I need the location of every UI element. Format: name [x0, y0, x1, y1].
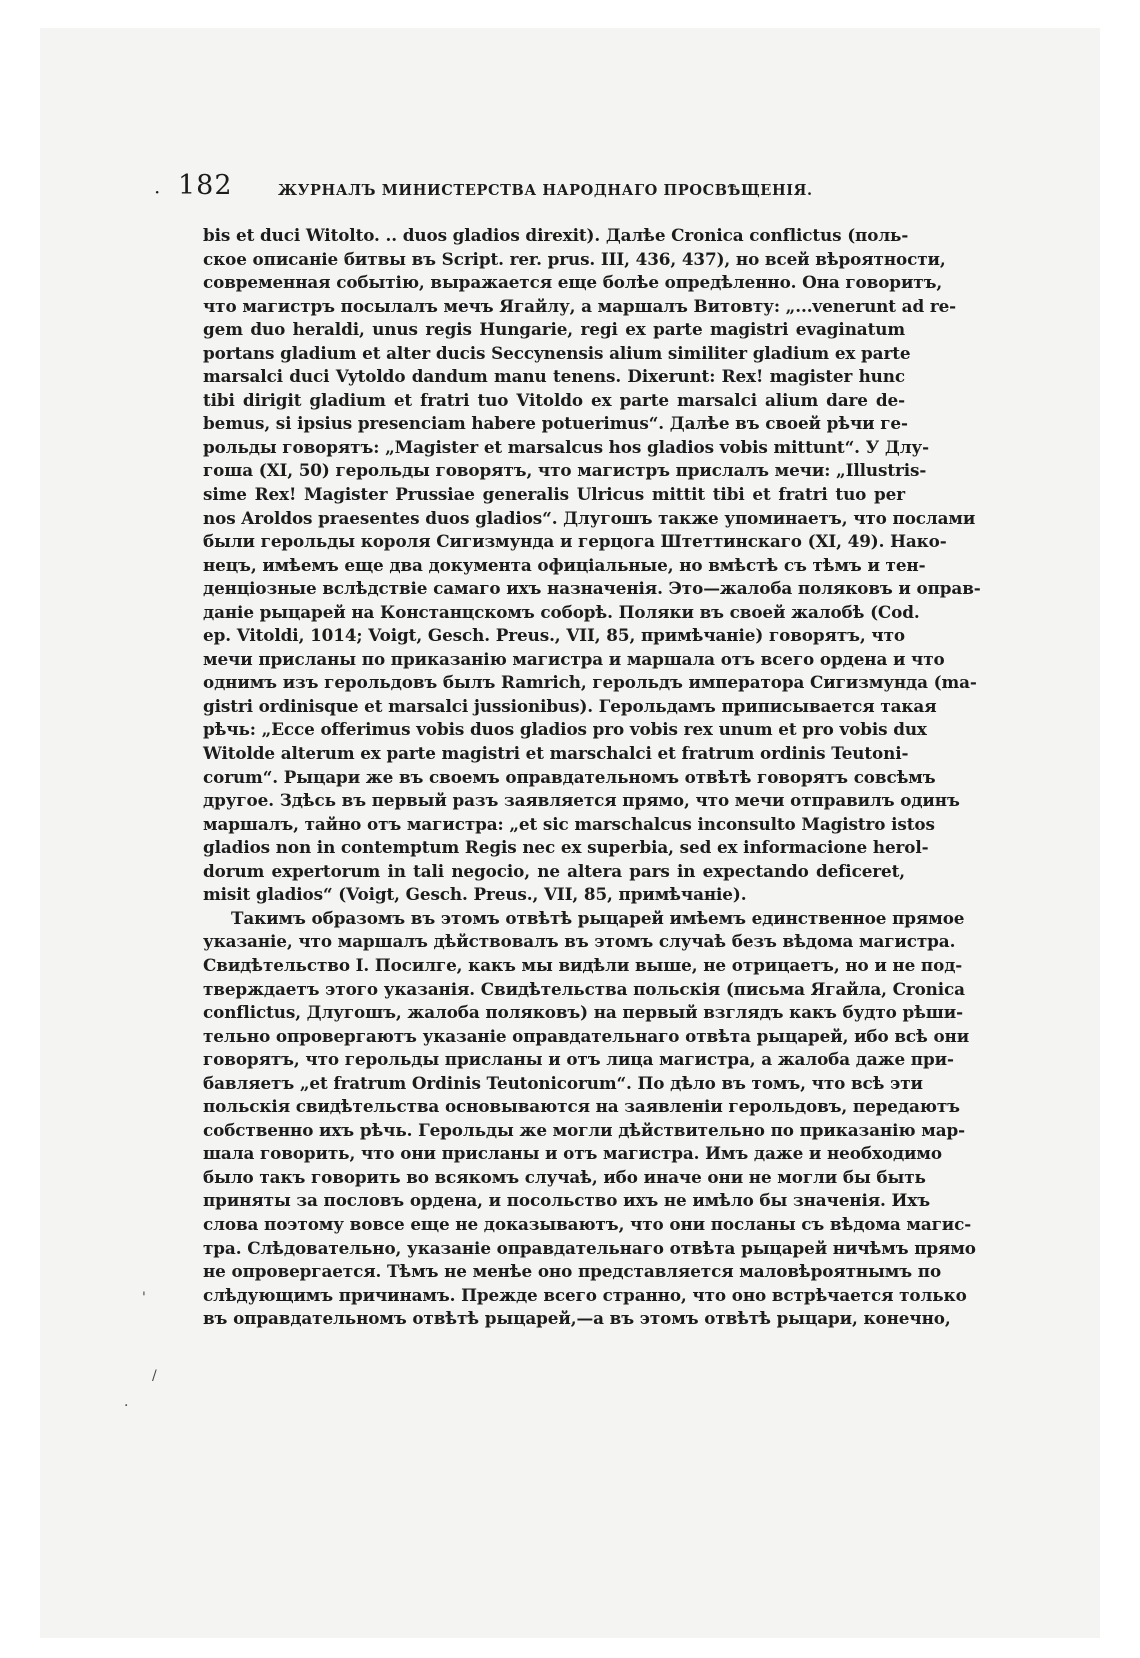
text-line: даніе рыцарей на Констанцскомъ соборѣ. Поляки въ своей жалобѣ (Cod.	[203, 601, 920, 622]
paragraph	[203, 907, 976, 1331]
text-line: gladios non in contemptum Regis nec ex superbia, sed ex informacione herol-	[203, 837, 929, 858]
paragraph	[203, 224, 981, 907]
margin-dot: ·	[154, 180, 161, 204]
text-line: тра. Слѣдовательно, указаніе оправдательнаго отвѣта рыцарей ничѣмъ прямо	[203, 1237, 976, 1258]
text-line: приняты за пословъ ордена, и посольство ихъ не имѣло бы значенія. Ихъ	[203, 1190, 930, 1211]
text-line: dorum expertorum in tali negocio, ne altera pars in expectando deficeret,	[203, 860, 905, 881]
text-line: что магистръ посылалъ мечъ Ягайлу, а маршалъ Витовту: „...venerunt ad re-	[203, 295, 957, 316]
text-line: bis et duci Witolto. .. duos gladios direxit). Далѣе Cronica conflictus (поль-	[203, 225, 909, 245]
text-line: bemus, si ipsius presenciam habere potuerimus“. Далѣе въ своей рѣчи ге-	[203, 413, 908, 434]
text-line: gem duo heraldi, unus regis Hungarie, regi ex parte magistri evaginatum	[203, 319, 905, 340]
text-line: въ оправдательномъ отвѣтѣ рыцарей,—а въ этомъ отвѣтѣ рыцари, конечно,	[203, 1308, 951, 1329]
text-line: другое. Здѣсь въ первый разъ заявляется прямо, что мечи отправилъ одинъ	[203, 790, 960, 811]
text-line: ское описаніе битвы въ Script. rer. prus. III, 436, 437), но всей вѣроятности,	[203, 248, 946, 269]
text-line: было такъ говорить во всякомъ случаѣ, ибо иначе они не могли бы быть	[203, 1166, 926, 1187]
text-line: рѣчь: „Ecce offerimus vobis duos gladios pro vobis rex unum et pro vobis dux	[203, 719, 927, 740]
text-line: тельно опровергаютъ указаніе оправдательнаго отвѣта рыцарей, ибо всѣ они	[203, 1025, 970, 1046]
text-line: corum“. Рыцари же въ своемъ оправдательномъ отвѣтѣ говорятъ совсѣмъ	[203, 766, 936, 787]
running-title: ЖУРНАЛЪ МИНИСТЕРСТВА НАРОДНАГО ПРОСВѢЩЕНІЯ.	[278, 182, 813, 199]
text-line: слѣдующимъ причинамъ. Прежде всего странно, что оно встрѣчается только	[203, 1284, 967, 1305]
body-text	[203, 224, 981, 1331]
text-line: современная событію, выражается еще болѣе опредѣленно. Она говоритъ,	[203, 272, 943, 293]
text-line: gistri ordinisque et marsalci jussionibus). Герольдамъ приписывается такая	[203, 695, 937, 716]
page-number: 182	[178, 170, 233, 201]
text-line: marsalci duci Vytoldo dandum manu tenens. Dixerunt: Rex! magister hunc	[203, 366, 905, 387]
text-line: денціозные вслѣдствіе самаго ихъ назначенія. Это—жалоба поляковъ и оправ-	[203, 578, 981, 599]
text-line: гоша (XI, 50) герольды говорятъ, что магистръ прислалъ мечи: „Illustris-	[203, 460, 927, 481]
text-line: маршалъ, тайно отъ магистра: „et sic marschalcus inconsulto Magistro istos	[203, 813, 935, 834]
text-line: указаніе, что маршалъ дѣйствовалъ въ этомъ случаѣ безъ вѣдома магистра.	[203, 931, 956, 952]
text-line: Такимъ образомъ въ этомъ отвѣтѣ рыцарей имѣемъ единственное прямое	[231, 907, 965, 928]
text-line: conflictus, Длугошъ, жалоба поляковъ) на первый взглядъ какъ будто рѣши-	[203, 1002, 963, 1023]
text-line: Witolde alterum ex parte magistri et marschalci et fratrum ordinis Teutoni-	[203, 743, 909, 764]
margin-mark: /	[152, 1368, 157, 1384]
text-line: нецъ, имѣемъ еще два документа офиціальные, но вмѣстѣ съ тѣмъ и тен-	[203, 554, 926, 575]
page-header	[154, 170, 914, 212]
text-line: однимъ изъ герольдовъ былъ Ramrich, герольдъ императора Сигизмунда (ma-	[203, 672, 977, 693]
text-line: собственно ихъ рѣчь. Герольды же могли дѣйствительно по приказанію мар-	[203, 1119, 965, 1140]
text-line: рольды говорятъ: „Magister et marsalcus hos gladios vobis mittunt“. У Длу-	[203, 436, 929, 457]
text-line: слова поэтому вовсе еще не доказываютъ, что они посланы съ вѣдома магис-	[203, 1213, 972, 1234]
text-line: говорятъ, что герольды присланы и отъ лица магистра, а жалоба даже при-	[203, 1049, 954, 1070]
text-line: tibi dirigit gladium et fratri tuo Vitoldo ex parte marsalci alium dare de-	[203, 389, 905, 410]
margin-mark: ·	[124, 1398, 129, 1414]
text-line: не опровергается. Тѣмъ не менѣе оно представляется маловѣроятнымъ по	[203, 1261, 942, 1282]
text-line: nos Aroldos praesentes duos gladios“. Длугошъ также упоминаетъ, что послами	[203, 507, 976, 528]
text-line: мечи присланы по приказанію магистра и маршала отъ всего ордена и что	[203, 648, 945, 669]
text-line: бавляетъ „et fratrum Ordinis Teutonicorum“. По дѣло въ томъ, что всѣ эти	[203, 1072, 923, 1093]
text-line: польскія свидѣтельства основываются на заявленіи герольдовъ, передаютъ	[203, 1096, 960, 1117]
text-line: ep. Vitoldi, 1014; Voigt, Gesch. Preus., VII, 85, примѣчаніе) говорятъ, что	[203, 625, 905, 646]
text-line: Свидѣтельство I. Посилге, какъ мы видѣли выше, не отрицаетъ, но и не под-	[203, 954, 963, 975]
text-line: тверждаетъ этого указанія. Свидѣтельства польскія (письма Ягайла, Cronica	[203, 978, 965, 999]
text-line: были герольды короля Сигизмунда и герцога Штеттинскаго (XI, 49). Нако-	[203, 531, 947, 552]
margin-mark: '	[142, 1290, 146, 1306]
text-line: шала говорить, что они присланы и отъ магистра. Имъ даже и необходимо	[203, 1143, 942, 1164]
text-line: misit gladios“ (Voigt, Gesch. Preus., VII, 85, примѣчаніе).	[203, 884, 747, 905]
text-line: sime Rex! Magister Prussiae generalis Ulricus mittit tibi et fratri tuo per	[203, 484, 905, 505]
text-line: portans gladium et alter ducis Seccynensis alium similiter gladium ex parte	[203, 342, 911, 363]
